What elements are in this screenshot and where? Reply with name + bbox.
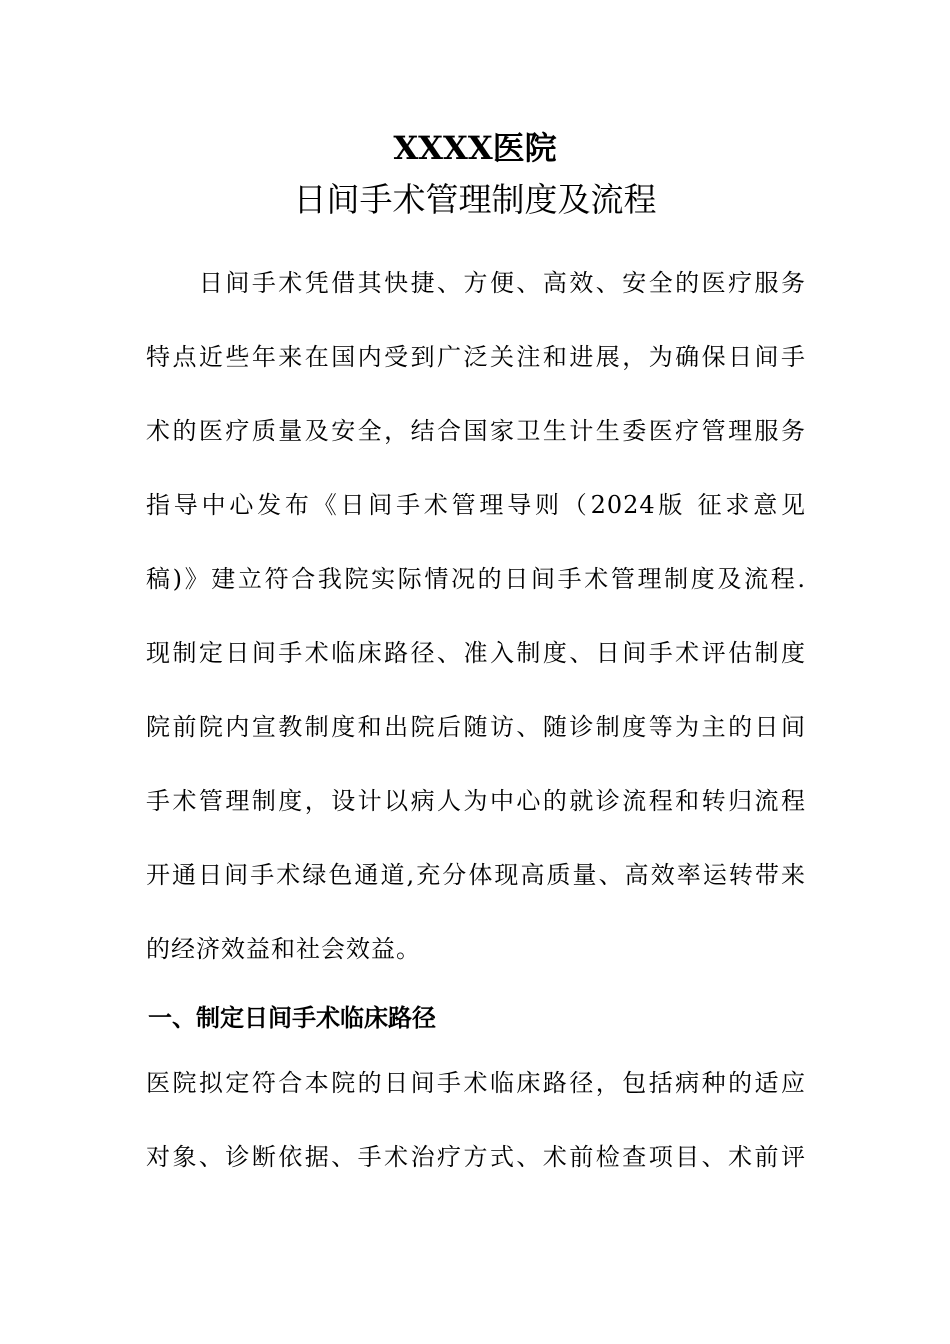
paragraph-line: 日间手术凭借其快捷、方便、高效、安全的医疗服务 [146,269,806,297]
paragraph-line: 院前院内宣教制度和出院后随访、随诊制度等为主的日间 [146,713,806,741]
paragraph-line: 开通日间手术绿色通道,充分体现高质量、高效率运转带来 [146,861,806,889]
paragraph-line: 手术管理制度，设计以病人为中心的就诊流程和转归流程 [146,787,806,815]
paragraph-line: 对象、诊断依据、手术治疗方式、术前检查项目、术前评 [146,1143,806,1171]
document-title: 日间手术管理制度及流程 [293,180,657,219]
paragraph-line: 特点近些年来在国内受到广泛关注和进展，为确保日间手 [146,343,806,371]
paragraph-line: 现制定日间手术临床路径、准入制度、日间手术评估制度 [146,639,806,667]
hospital-title: XXXX医院 [393,129,557,167]
paragraph-line: 的经济效益和社会效益。 [146,935,421,963]
intro-paragraph [146,246,806,986]
section-paragraph [146,1046,806,1194]
paragraph-line: 稿)》建立符合我院实际情况的日间手术管理制度及流程. [146,565,806,593]
paragraph-line: 术的医疗质量及安全，结合国家卫生计生委医疗管理服务 [146,417,806,445]
section-heading: 一、制定日间手术临床路径 [148,1004,436,1032]
paragraph-line: 指导中心发布《日间手术管理导则（2024版 征求意见 [146,491,806,519]
paragraph-line: 医院拟定符合本院的日间手术临床路径，包括病种的适应 [146,1069,806,1097]
